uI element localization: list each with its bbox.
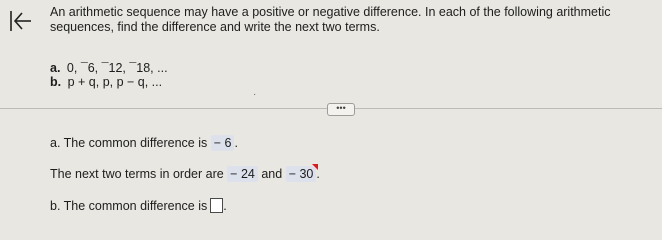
sequence-b <box>50 75 162 89</box>
answer-terms-suffix: . <box>316 167 320 181</box>
sequence-b-terms: p + q, p, p − q, ... <box>67 75 163 89</box>
next-term-2-field[interactable]: − 30 <box>286 166 317 182</box>
sequence-a-label: a. <box>50 61 61 75</box>
answer-terms-row <box>50 166 320 183</box>
answer-terms-prefix: The next two terms in order are <box>50 167 224 181</box>
back-button[interactable] <box>8 8 34 34</box>
answer-b-prefix: b. The common difference is <box>50 199 208 213</box>
next-term-1-field[interactable]: − 24 <box>227 166 258 182</box>
answer-a-difference-field[interactable]: − 6 <box>211 135 235 151</box>
sequence-a-terms: 0, ¯6, ¯12, ¯18, ... <box>66 61 168 75</box>
answer-terms-and: and <box>261 167 283 181</box>
answer-b-row <box>50 198 227 215</box>
answer-a-prefix: a. The common difference is <box>50 136 208 150</box>
question-prompt: An arithmetic sequence may have a positive or negative difference. In each of the following arithmetic sequences, find the difference and write the next two terms. <box>50 5 611 34</box>
cursor-dot: · <box>253 89 257 100</box>
back-arrow-icon <box>8 8 34 34</box>
answer-b-suffix: . <box>223 199 227 213</box>
answer-a-suffix: . <box>234 136 238 150</box>
ellipsis-icon: ••• <box>336 103 346 113</box>
sequence-a <box>50 61 168 75</box>
sequence-b-label: b. <box>50 75 62 89</box>
expand-button[interactable] <box>327 103 355 116</box>
answer-a-row <box>50 135 238 152</box>
answer-b-difference-input[interactable] <box>210 198 223 213</box>
